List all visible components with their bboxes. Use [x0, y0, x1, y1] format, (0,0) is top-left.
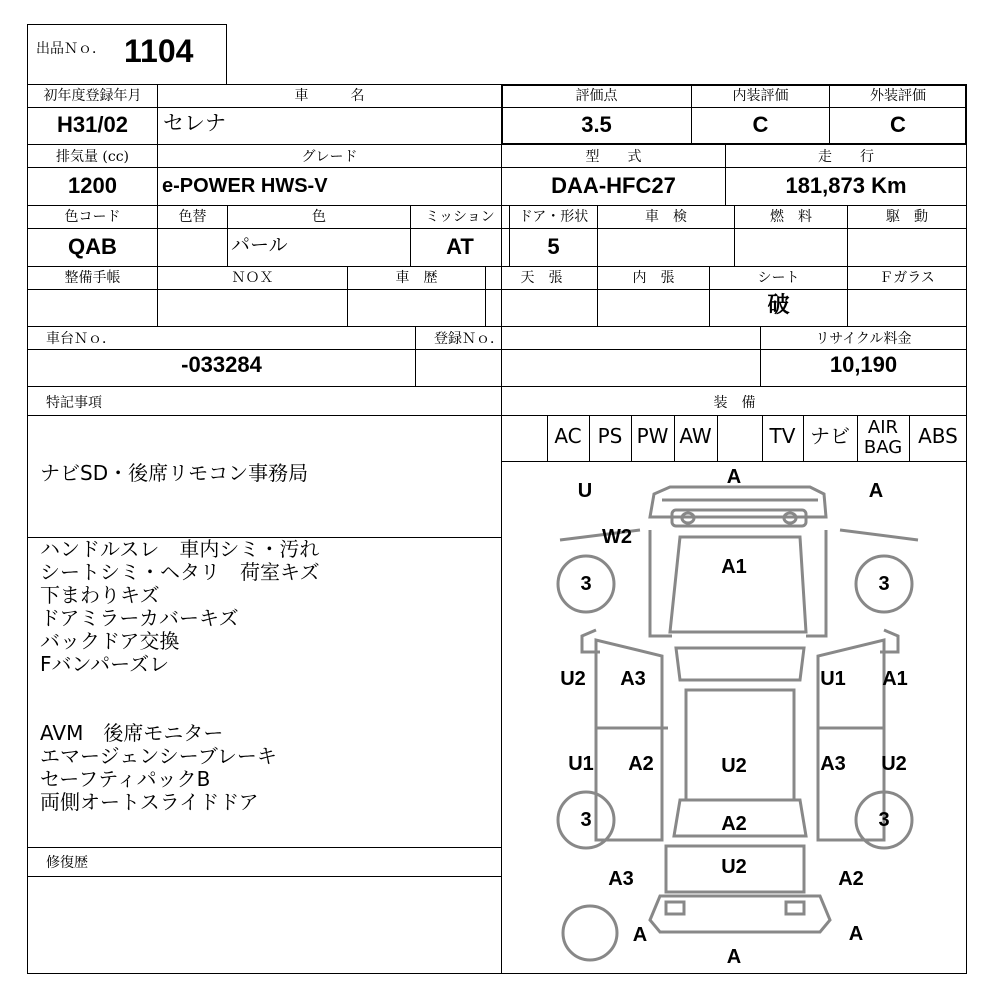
- drive-label: 駆 動: [886, 209, 928, 225]
- mission-value: AT: [446, 234, 474, 259]
- damage-door-rr-outer: U2: [881, 753, 907, 775]
- color-value: パール: [231, 234, 288, 256]
- damage-door-rl-outer: U1: [568, 753, 594, 775]
- sunroof-label: 天 張: [520, 270, 563, 286]
- row-line: [27, 167, 967, 168]
- score-label: 評価点: [575, 88, 618, 104]
- row-line: [27, 326, 967, 327]
- inner-label: 内 張: [632, 270, 675, 286]
- history-label: 車 歴: [395, 270, 438, 286]
- lot-label: 出品Ｎｏ．: [36, 41, 106, 57]
- equipment-label: 装 備: [713, 395, 756, 411]
- row-line: [27, 386, 967, 387]
- score-value: 3.5: [581, 112, 612, 137]
- damage-tire-rl: 3: [580, 809, 592, 831]
- damage-pillar-fl: A3: [620, 668, 646, 690]
- car-name-label: 車 名: [294, 88, 365, 104]
- recycle-label: リサイクル料金: [815, 331, 912, 347]
- fuel-label: 燃 料: [770, 209, 812, 225]
- damage-bumper-rr: A: [848, 923, 864, 945]
- reg-no-label: 登録Ｎｏ．: [434, 331, 504, 347]
- exterior-value: C: [890, 112, 906, 137]
- equipment-item: PS: [597, 424, 623, 448]
- door-label: ドア・形状: [518, 209, 589, 225]
- equipment-item: AC: [554, 424, 582, 448]
- damage-fender-fr: U1: [820, 668, 846, 690]
- damage-fender-fl: U2: [560, 668, 586, 690]
- damage-tailgate: U2: [721, 856, 747, 878]
- damage-side-fr: A1: [882, 668, 908, 690]
- seat-label: シート: [757, 270, 800, 286]
- damage-bumper-rc: A: [726, 946, 742, 968]
- equipment-item: AW: [679, 424, 712, 448]
- col-line: [501, 386, 502, 974]
- remarks-block-3: AVM 後席モニター エマージェンシーブレーキ セーフティパックB 両側オートスライドドア: [40, 721, 277, 814]
- damage-door-rr-inner: A3: [820, 753, 846, 775]
- row-line: [27, 228, 967, 229]
- damage-front-center: A: [726, 466, 742, 488]
- damage-door-rl-inner: A2: [628, 753, 654, 775]
- equipment-item: TV: [769, 424, 796, 448]
- damage-rear-right: A2: [838, 868, 864, 890]
- first-reg-value: H31/02: [57, 112, 128, 137]
- lot-number: 1104: [124, 33, 194, 69]
- door-value: 5: [547, 234, 560, 259]
- remarks-line: [27, 847, 501, 848]
- f-glass-label: Ｆガラス: [879, 270, 935, 286]
- car-name-value: セレナ: [163, 111, 226, 135]
- color-code-value: QAB: [68, 234, 117, 259]
- damage-windshield: W2: [602, 526, 632, 548]
- mileage-value: 181,873 Km: [785, 173, 907, 198]
- model-label: 型 式: [585, 149, 642, 165]
- service-book-label: 整備手帳: [64, 270, 121, 286]
- equipment-item: PW: [636, 424, 669, 448]
- damage-bumper-rl: A: [632, 924, 648, 946]
- remarks-label: 特記事項: [46, 395, 102, 411]
- displacement-value: 1200: [68, 173, 117, 198]
- damage-hood: A1: [721, 556, 747, 578]
- recycle-value: 10,190: [829, 352, 898, 377]
- interior-value: C: [752, 112, 769, 137]
- damage-tire-fl: 3: [580, 573, 592, 595]
- remarks-line-1: ナビSD・後席リモコン事務局: [40, 461, 309, 485]
- color-label: 色: [312, 209, 326, 225]
- displacement-label: 排気量 (cc): [55, 149, 130, 165]
- equipment-item: ナビ: [810, 424, 850, 448]
- damage-front-left: U: [577, 480, 593, 502]
- equipment-item: AIR BAG: [863, 417, 903, 458]
- damage-front-right: A: [868, 480, 884, 502]
- color-code-label: 色コード: [64, 209, 121, 225]
- repair-label: 修復歴: [46, 855, 88, 871]
- damage-rear-glass: A2: [721, 813, 747, 835]
- row-line: [27, 349, 967, 350]
- model-value: DAA-HFC27: [551, 173, 676, 198]
- mileage-label: 走 行: [818, 149, 874, 165]
- damage-rear-left: A3: [608, 868, 634, 890]
- nox-label: ＮＯＸ: [231, 270, 274, 286]
- remarks-line: [27, 876, 501, 877]
- row-line: [27, 289, 967, 290]
- exterior-label: 外装評価: [870, 88, 926, 104]
- color-change-label: 色替: [178, 209, 207, 225]
- chassis-no-value: -033284: [181, 352, 262, 377]
- equip-line: [501, 461, 967, 462]
- grade-label: グレード: [301, 149, 358, 165]
- row-line: [27, 205, 967, 206]
- mission-label: ミッション: [425, 209, 495, 225]
- first-reg-label: 初年度登録年月: [43, 88, 142, 104]
- row-line: [27, 415, 967, 416]
- col-line: [415, 326, 416, 386]
- damage-roof: U2: [721, 755, 747, 777]
- chassis-no-label: 車台Ｎｏ．: [46, 331, 116, 347]
- remarks-block-2: ハンドルスレ 車内シミ・汚れ シートシミ・ヘタリ 荷室キズ 下まわりキズ ドアミラーカバーキズ バックドア交換 Fバンパーズレ: [40, 537, 320, 676]
- interior-label: 内装評価: [732, 88, 789, 104]
- row-line: [27, 266, 967, 267]
- equipment-item: ABS: [918, 424, 958, 448]
- inspection-label: 車 検: [645, 209, 687, 225]
- damage-tire-fr: 3: [878, 573, 890, 595]
- seat-value: 破: [767, 293, 790, 318]
- equip-line: [717, 415, 718, 461]
- grade-value: e-POWER HWS-V: [162, 175, 328, 197]
- damage-tire-rr: 3: [878, 809, 890, 831]
